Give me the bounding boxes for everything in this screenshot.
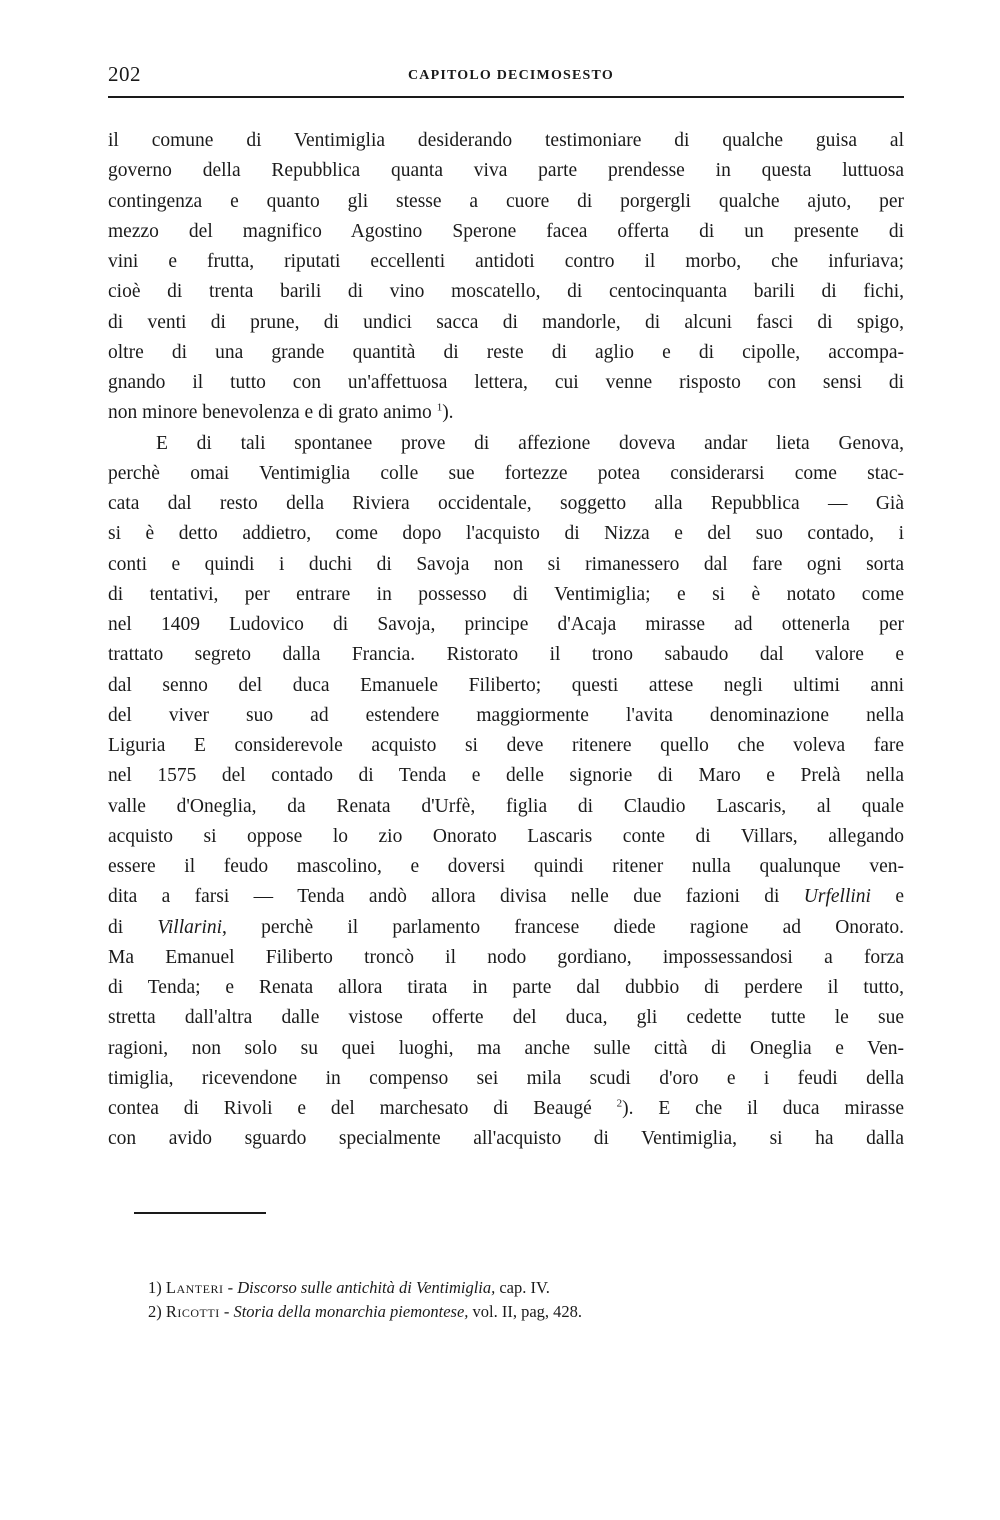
text-segment: ). — [442, 402, 454, 424]
text-segment: dita a farsi — Tenda andò allora divisa nelle due fazioni di — [108, 886, 780, 908]
text-line — [108, 913, 904, 943]
text-line: E di tali spontanee prove di affezione doveva andar lieta Genova, — [156, 432, 904, 454]
footnote-ref: 2 — [616, 1097, 623, 1110]
text-line: timiglia, ricevendone in compenso sei mila scudi d'oro e i feudi della — [108, 1067, 904, 1089]
text-line: Ma Emanuel Filiberto troncò il nodo gordiano, impossessandosi a forza — [108, 946, 904, 968]
text-line — [108, 1094, 904, 1124]
page-header — [108, 60, 904, 98]
text-line: di venti di prune, di undici sacca di mandorle, di alcuni fasci di spigo, — [108, 311, 904, 333]
text-segment: contea di Rivoli e del marchesato di Beaugé — [108, 1098, 592, 1119]
text-segment: non minore benevolenza e di grato animo — [108, 402, 432, 424]
italic-term: Urfellini — [803, 886, 871, 908]
text-segment: ). E che il duca mirasse — [622, 1098, 905, 1119]
text-line: si è detto addietro, come dopo l'acquisto di Nizza e del suo contado, i — [108, 523, 904, 545]
text-line: mezzo del magnifico Agostino Sperone facea offerta di un presente di — [108, 220, 904, 242]
footnote-divider — [134, 1212, 266, 1214]
footnote — [148, 1300, 908, 1324]
text-line: nel 1409 Ludovico di Savoja, principe d'Acaja mirasse ad ottenerla per — [108, 614, 904, 635]
footnote-number: 2) — [148, 1302, 162, 1321]
footnotes — [148, 1276, 908, 1324]
text-line: di tentativi, per entrare in possesso di Ventimiglia; e si è notato come — [108, 583, 904, 605]
text-line: vini e frutta, riputati eccellenti antidoti contro il morbo, che infuriava; — [108, 251, 904, 272]
text-line: di Tenda; e Renata allora tirata in parte dal dubbio di perdere il tutto, — [108, 977, 904, 998]
footnote-author: Lanteri — [165, 1278, 224, 1297]
text-line: con avido sguardo specialmente all'acquisto di Ventimiglia, si ha dalla — [108, 1128, 904, 1150]
footnote-author: Ricotti — [165, 1302, 220, 1321]
text-line: perchè omai Ventimiglia colle sue fortezze potea considerarsi come stac- — [108, 462, 904, 484]
footnote-ref: 1 — [436, 401, 443, 414]
text-line: il comune di Ventimiglia desiderando testimoniare di qualche guisa al — [108, 130, 904, 151]
text-line: ragioni, non solo su quei luoghi, ma anche sulle città di Oneglia e Ven- — [108, 1037, 904, 1059]
body-text — [108, 126, 904, 1155]
text-segment: e — [870, 886, 904, 908]
page-number: 202 — [108, 62, 141, 86]
footnote-title: Discorso sulle antichità di Ventimiglia, — [237, 1278, 496, 1297]
text-line: oltre di una grande quantità di reste di aglio e di cipolle, accompa- — [108, 341, 904, 363]
text-line: dal senno del duca Emanuele Filiberto; questi attese negli ultimi anni — [108, 674, 904, 696]
text-line: essere il feudo mascolino, e doversi quindi ritener nulla qualunque ven- — [108, 856, 904, 877]
text-line — [108, 398, 904, 428]
text-line: contingenza e quanto gli stesse a cuore di porgergli qualche ajuto, per — [108, 190, 904, 212]
text-line: cioè di trenta barili di vino moscatello, di centocinquanta barili di fichi, — [108, 281, 904, 303]
text-line: Liguria E considerevole acquisto si deve ritenere quello che voleva fare — [108, 735, 904, 756]
text-line — [108, 882, 904, 912]
text-line: valle d'Oneglia, da Renata d'Urfè, figlia di Claudio Lascaris, al quale — [108, 795, 904, 817]
text-line: gnando il tutto con un'affettuosa lettera, cui venne risposto con sensi di — [108, 372, 904, 393]
footnote — [148, 1276, 908, 1300]
text-segment: , perchè il parlamento francese diede ragione ad Onorato. — [222, 916, 904, 938]
footnote-number: 1) — [148, 1278, 162, 1297]
footnote-separator: - — [219, 1302, 234, 1321]
text-line: stretta dall'altra dalle vistose offerte del duca, gli cedette tutte le sue — [108, 1007, 904, 1029]
text-line: governo della Repubblica quanta viva parte prendesse in questa luttuosa — [108, 160, 904, 182]
text-line: acquisto si oppose lo zio Onorato Lascaris conte di Villars, allegando — [108, 825, 904, 847]
text-line: trattato segreto dalla Francia. Ristorato il trono sabaudo dal valore e — [108, 644, 904, 666]
footnote-detail: cap. IV. — [495, 1278, 550, 1297]
text-line: cata dal resto della Riviera occidentale, soggetto alla Repubblica — Già — [108, 493, 904, 514]
running-head: CAPITOLO DECIMOSESTO — [408, 68, 614, 83]
footnote-detail: vol. II, pag, 428. — [468, 1302, 583, 1321]
text-segment: di — [108, 916, 124, 938]
text-line: conti e quindi i duchi di Savoja non si rimanessero dal fare ogni sorta — [108, 553, 904, 575]
italic-term: Villarini — [157, 916, 223, 938]
text-line: nel 1575 del contado di Tenda e delle signorie di Maro e Prelà nella — [108, 765, 904, 787]
footnote-separator: - — [223, 1278, 238, 1297]
footnote-title: Storia della monarchia piemontese, — [233, 1302, 469, 1321]
text-line: del viver suo ad estendere maggiormente l'avita denominazione nella — [108, 704, 904, 726]
